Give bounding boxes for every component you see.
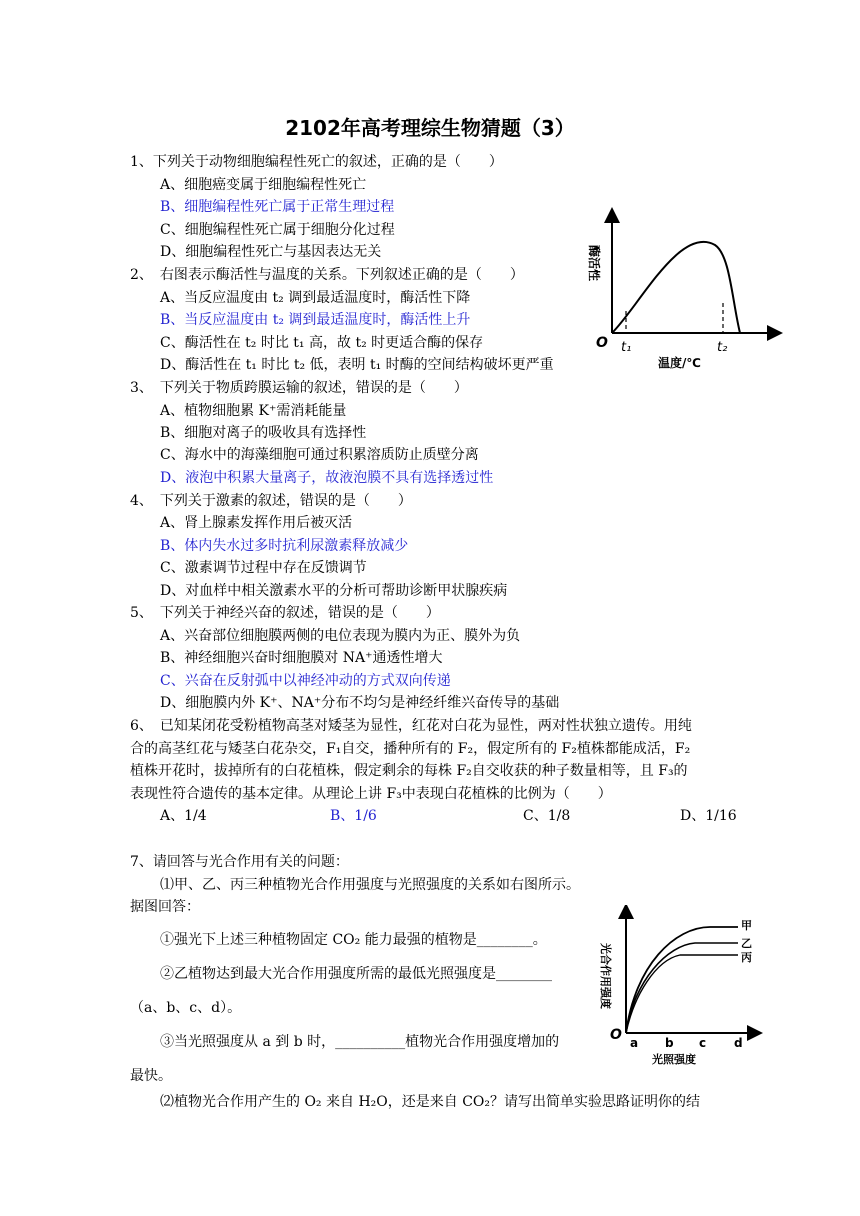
- q5-option-c: C、兴奋在反射弧中以神经冲动的方式双向传递: [160, 673, 451, 689]
- q7-sub2-continued: （a、b、c、d）。: [130, 1000, 242, 1016]
- q6-line-2: 合的高茎红花与矮茎白花杂交，F₁自交，播种所有的 F₂，假定所有的 F₂植株都能成活，F₂: [130, 741, 691, 757]
- q5-option-d: D、细胞膜内外 K⁺、NA⁺分布不均匀是神经纤维兴奋传导的基础: [160, 695, 560, 711]
- q6-option-c: C、1/8: [523, 808, 571, 824]
- tick-label-c: c: [699, 1036, 707, 1050]
- series-label-bing: 丙: [741, 951, 752, 964]
- tick-label-a: a: [630, 1036, 639, 1050]
- q2-option-c: C、酶活性在 t₂ 时比 t₁ 高，故 t₂ 时更适合酶的保存: [160, 335, 484, 351]
- q6-option-b: B、1/6: [330, 808, 377, 824]
- q2-option-b: B、当反应温度由 t₂ 调到最适温度时，酶活性上升: [160, 312, 471, 328]
- y-axis-label: 酶活性: [587, 245, 601, 282]
- q4-option-b: B、体内失水过多时抗利尿激素释放减少: [160, 538, 409, 554]
- q1-stem: 1、下列关于动物细胞编程性死亡的叙述，正确的是（ ）: [130, 154, 503, 170]
- q7-stem: 7、请回答与光合作用有关的问题：: [130, 854, 349, 870]
- origin-label: O: [610, 1027, 622, 1043]
- enzyme-activity-figure: [570, 205, 785, 375]
- q1-option-b: B、细胞编程性死亡属于正常生理过程: [160, 199, 395, 215]
- t1-label: t₁: [621, 340, 632, 355]
- q6-line-3: 植株开花时，拔掉所有的白花植株，假定剩余的每株 F₂自交收获的种子数量相等，且 F₃的: [130, 763, 688, 779]
- q4-option-d: D、对血样中相关激素水平的分析可帮助诊断甲状腺疾病: [160, 583, 508, 599]
- y-axis-label: 光合作用强度: [599, 943, 612, 1009]
- q5-option-a: A、兴奋部位细胞膜两侧的电位表现为膜内为正、膜外为负: [160, 628, 521, 644]
- activity-curve: [612, 242, 740, 333]
- q7-sub1: ①强光下上述三种植物固定 CO₂ 能力最强的植物是________。: [160, 932, 547, 948]
- series-label-yi: 乙: [741, 937, 752, 950]
- q6-line-4: 表现性符合遗传的基本定律。从理论上讲 F₃中表现白花植株的比例为（ ）: [130, 786, 612, 802]
- q7-part1-continued: 据图回答：: [130, 899, 200, 915]
- q1-option-c: C、细胞编程性死亡属于细胞分化过程: [160, 222, 395, 238]
- q5-stem: 5、 下列关于神经兴奋的叙述，错误的是（ ）: [130, 605, 440, 621]
- q4-option-c: C、激素调节过程中存在反馈调节: [160, 560, 367, 576]
- q3-option-d: D、液泡中积累大量离子，故液泡膜不具有选择透过性: [160, 470, 494, 486]
- q1-option-a: A、细胞癌变属于细胞编程性死亡: [160, 177, 367, 193]
- series-label-jia: 甲: [741, 919, 752, 932]
- page-title: 2102年高考理综生物猜题（3）: [285, 116, 575, 140]
- q6-option-a: A、1/4: [160, 808, 207, 824]
- x-axis-label: 温度/℃: [658, 356, 701, 370]
- origin-label: O: [596, 335, 608, 351]
- q7-sub2: ②乙植物达到最大光合作用强度所需的最低光照强度是________: [160, 966, 552, 982]
- q2-stem: 2、 右图表示酶活性与温度的关系。下列叙述正确的是（ ）: [130, 267, 524, 283]
- tick-label-d: d: [734, 1036, 743, 1050]
- q7-sub3: ③当光照强度从 a 到 b 时，__________植物光合作用强度增加的: [160, 1034, 560, 1050]
- q2-option-a: A、当反应温度由 t₂ 调到最适温度时，酶活性下降: [160, 290, 471, 306]
- q1-option-d: D、细胞编程性死亡与基因表达无关: [160, 244, 382, 260]
- q4-stem: 4、 下列关于激素的叙述，错误的是（ ）: [130, 493, 412, 509]
- q3-option-a: A、植物细胞累 K⁺需消耗能量: [160, 403, 347, 419]
- tick-label-b: b: [665, 1036, 674, 1050]
- curve-bing: [626, 955, 738, 1033]
- x-axis-label: 光照强度: [652, 1053, 696, 1066]
- q5-option-b: B、神经细胞兴奋时细胞膜对 NA⁺通透性增大: [160, 650, 443, 666]
- q3-option-c: C、海水中的海藻细胞可通过积累溶质防止质壁分离: [160, 447, 479, 463]
- t2-label: t₂: [717, 340, 728, 355]
- q2-option-d: D、酶活性在 t₁ 时比 t₂ 低，表明 t₁ 时酶的空间结构破坏更严重: [160, 357, 554, 373]
- q4-option-a: A、肾上腺素发挥作用后被灭活: [160, 515, 353, 531]
- photosynthesis-figure: [590, 905, 765, 1067]
- q7-part1: ⑴甲、乙、丙三种植物光合作用强度与光照强度的关系如右图所示。: [160, 877, 580, 893]
- q7-sub3-continued: 最快。: [130, 1068, 172, 1084]
- q6-line-1: 6、 已知某闭花受粉植物高茎对矮茎为显性，红花对白花为显性，两对性状独立遗传。用纯: [130, 718, 692, 734]
- q7-part2: ⑵植物光合作用产生的 O₂ 来自 H₂O，还是来自 CO₂？请写出简单实验思路证明你的结: [160, 1094, 700, 1110]
- q3-option-b: B、细胞对离子的吸收具有选择性: [160, 425, 367, 441]
- q6-option-d: D、1/16: [680, 808, 737, 824]
- q3-stem: 3、 下列关于物质跨膜运输的叙述，错误的是（ ）: [130, 380, 468, 396]
